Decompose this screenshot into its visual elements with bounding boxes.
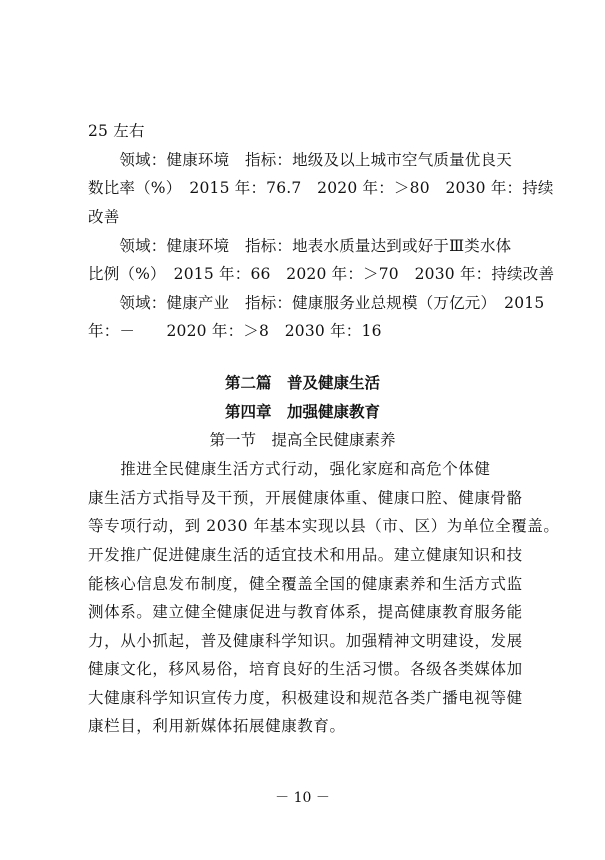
indicator-line: 年：－ 2020 年：＞8 2030 年：16	[88, 322, 382, 340]
body-line: 开发推广促进健康生活的适宜技术和用品。建立健康知识和技	[88, 546, 523, 564]
body-line: 健康文化，移风易俗，培育良好的生活习惯。各级各类媒体加	[88, 660, 523, 678]
indicator-line: 25 左右	[88, 122, 145, 140]
part-title: 第二篇 普及健康生活	[224, 373, 380, 392]
body-line: 康生活方式指导及干预，开展健康体重、健康口腔、健康骨骼	[88, 489, 523, 507]
chapter-title: 第四章 加强健康教育	[224, 402, 380, 421]
indicator-line: 领域：健康产业 指标：健康服务业总规模（万亿元） 2015	[88, 294, 545, 312]
body-line: 测体系。建立健全健康促进与教育体系，提高健康教育服务能	[88, 603, 523, 621]
page-number: － 10 －	[275, 790, 330, 806]
section-title: 第一节 提高全民健康素养	[209, 431, 396, 449]
body-line: 力，从小抓起，普及健康科学知识。加强精神文明建设，发展	[88, 632, 523, 650]
body-line: 推进全民健康生活方式行动，强化家庭和高危个体健	[88, 460, 491, 478]
body-line: 大健康科学知识宣传力度，积极建设和规范各类广播电视等健	[88, 689, 523, 707]
indicator-line: 领域：健康环境 指标：地级及以上城市空气质量优良天	[88, 151, 512, 169]
indicator-line: 领域：健康环境 指标：地表水质量达到或好于Ⅲ类水体	[88, 237, 512, 255]
indicator-line: 数比率（%） 2015 年：76.7 2020 年：＞80 2030 年：持续	[88, 179, 554, 197]
body-line: 能核心信息发布制度，健全覆盖全国的健康素养和生活方式监	[88, 575, 523, 593]
indicator-line: 比例（%） 2015 年：66 2020 年：＞70 2030 年：持续改善	[88, 265, 555, 283]
body-line: 等专项行动，到 2030 年基本实现以县（市、区）为单位全覆盖。	[88, 517, 560, 535]
body-line: 康栏目，利用新媒体拓展健康教育。	[88, 717, 346, 735]
indicator-line: 改善	[88, 208, 120, 226]
